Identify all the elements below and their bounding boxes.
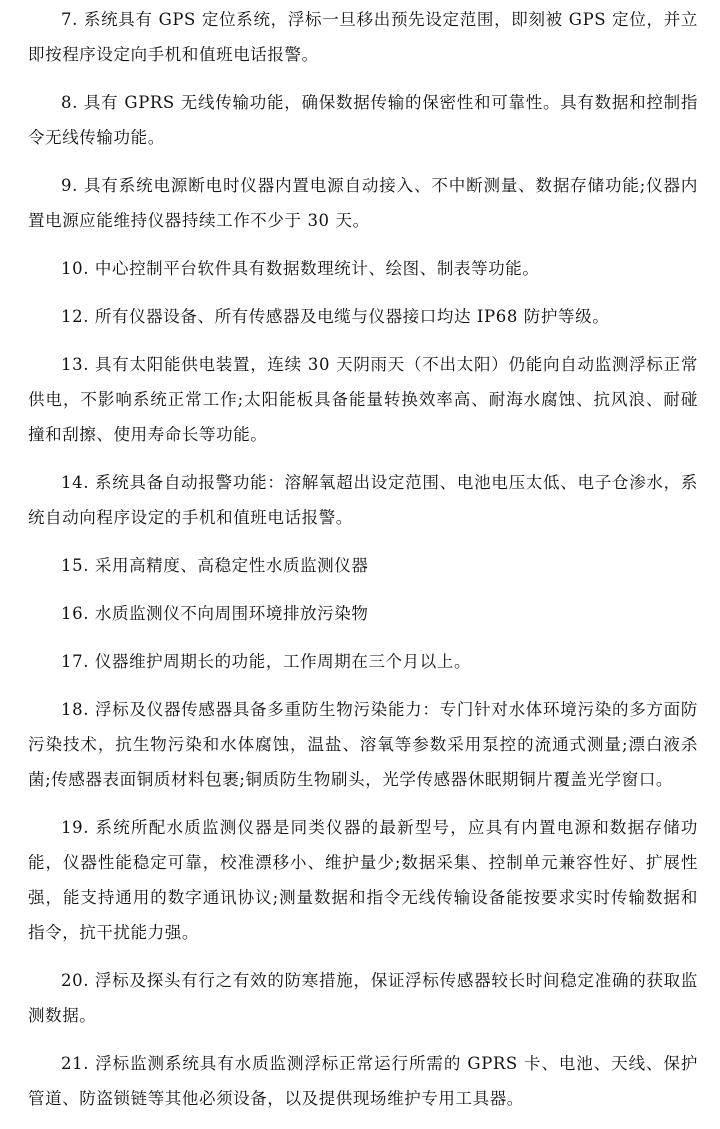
paragraph-item-18: 18. 浮标及仪器传感器具备多重防生物污染能力：专门针对水体环境污染的多方面防污染技术，抗生物污染和水体腐蚀，温盐、溶氧等参数采用泵控的流通式测量;漂白液杀菌;传感器表面铜质材料包裹;铜质防生物刷头，光学传感器休眠期铜片覆盖光学窗口。 (28, 700, 698, 789)
paragraph-item-12: 12. 所有仪器设备、所有传感器及电缆与仪器接口均达 IP68 防护等级。 (61, 307, 610, 326)
paragraph-item-19: 19. 系统所配水质监测仪器是同类仪器的最新型号，应具有内置电源和数据存储功能，仪器性能稳定可靠，校准漂移小、维护量少;数据采集、控制单元兼容性好、扩展性强，能支持通用的数字通讯协议;测量数据和指令无线传输设备能按要求实时传输数据和指令，抗干扰能力强。 (28, 818, 698, 942)
paragraph-item-17: 17. 仪器维护周期长的功能，工作周期在三个月以上。 (61, 652, 472, 671)
document-page (28, 2, 698, 1129)
paragraph-item-16: 16. 水质监测仪不向周围环境排放污染物 (61, 604, 369, 623)
paragraph-item-8: 8. 具有 GPRS 无线传输功能，确保数据传输的保密性和可靠性。具有数据和控制指令无线传输功能。 (28, 93, 698, 147)
paragraph-item-10: 10. 中心控制平台软件具有数据数理统计、绘图、制表等功能。 (61, 259, 540, 278)
paragraph-item-14: 14. 系统具备自动报警功能：溶解氧超出设定范围、电池电压太低、电子仓渗水，系统自动向程序设定的手机和值班电话报警。 (28, 473, 698, 527)
paragraph-item-13: 13. 具有太阳能供电装置，连续 30 天阴雨天（不出太阳）仍能向自动监测浮标正常供电，不影响系统正常工作;太阳能板具备能量转换效率高、耐海水腐蚀、抗风浪、耐碰撞和刮擦、使用寿命长等功能。 (28, 355, 698, 444)
paragraph-item-20: 20. 浮标及探头有行之有效的防寒措施，保证浮标传感器较长时间稳定准确的获取监测数据。 (28, 971, 698, 1025)
paragraph-item-9: 9. 具有系统电源断电时仪器内置电源自动接入、不中断测量、数据存储功能;仪器内置电源应能维持仪器持续工作不少于 30 天。 (28, 176, 698, 230)
paragraph-item-21: 21. 浮标监测系统具有水质监测浮标正常运行所需的 GPRS 卡、电池、天线、保护管道、防盗锁链等其他必须设备，以及提供现场维护专用工具器。 (28, 1054, 698, 1108)
paragraph-item-7: 7. 系统具有 GPS 定位系统，浮标一旦移出预先设定范围，即刻被 GPS 定位，并立即按程序设定向手机和值班电话报警。 (28, 10, 698, 64)
paragraph-item-15: 15. 采用高精度、高稳定性水质监测仪器 (61, 556, 369, 575)
